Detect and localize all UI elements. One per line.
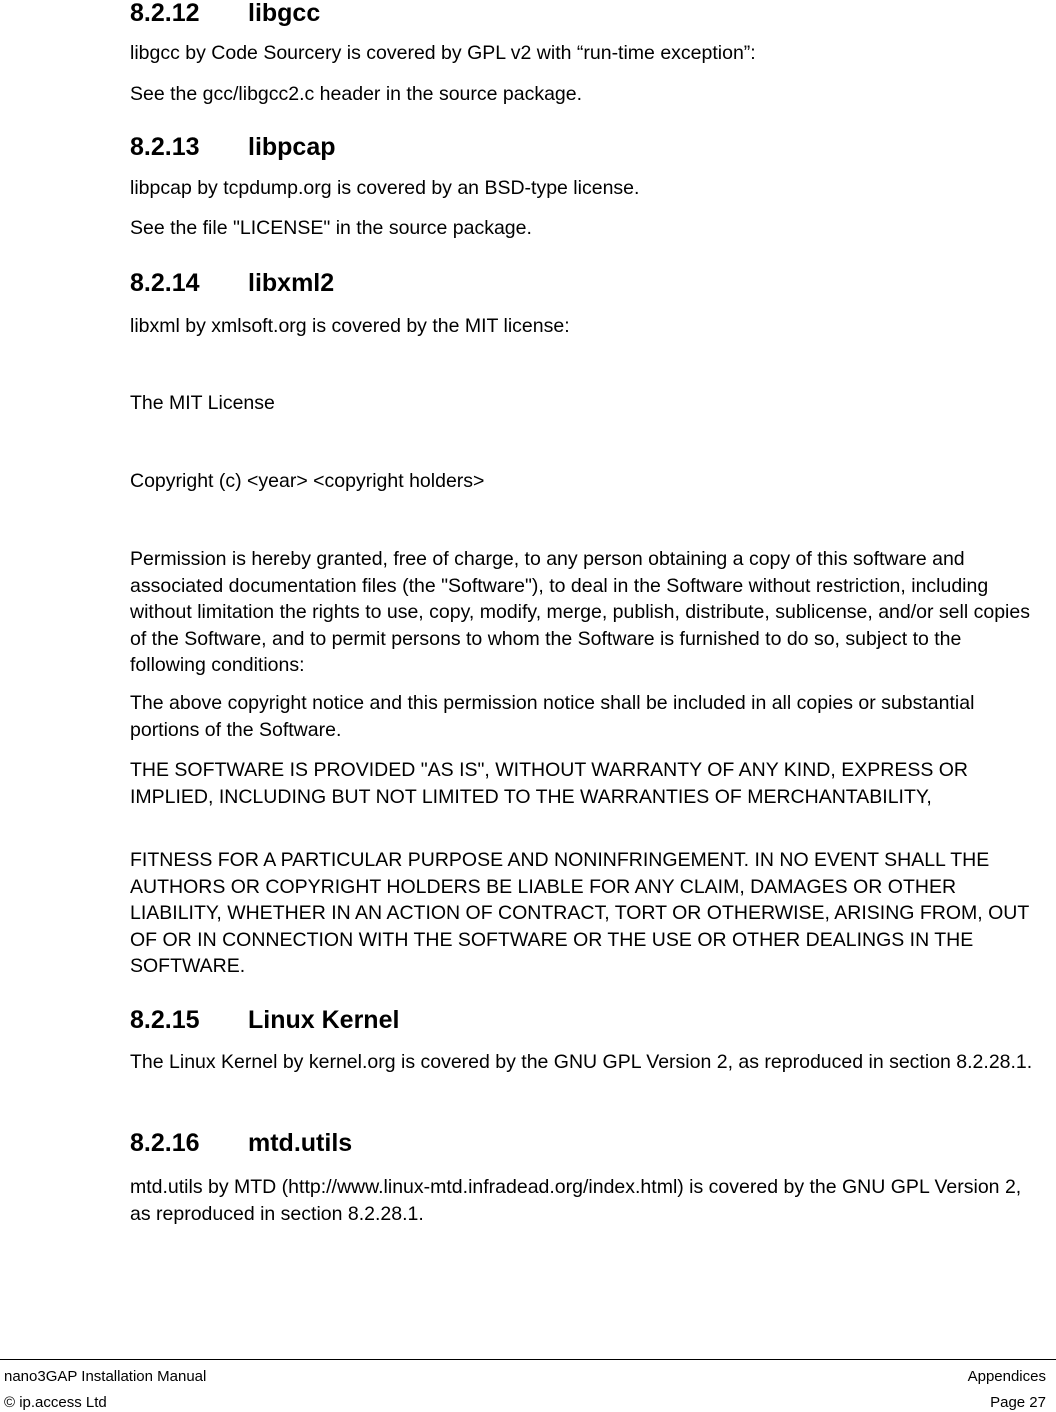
section-heading-libpcap [130, 132, 336, 162]
section-title: libpcap [248, 133, 336, 161]
paragraph: See the file "LICENSE" in the source package. [130, 217, 532, 239]
section-heading-mtd-utils [130, 1128, 352, 1158]
section-heading-libxml2 [130, 268, 334, 298]
paragraph: libxml by xmlsoft.org is covered by the MIT license: [130, 315, 570, 337]
section-number: 8.2.14 [130, 269, 200, 297]
section-heading-linux-kernel [130, 1005, 399, 1035]
paragraph: Copyright (c) <year> <copyright holders> [130, 470, 485, 492]
section-title: Linux Kernel [248, 1006, 400, 1034]
footer-chapter: Appendices [967, 1368, 1046, 1385]
section-number: 8.2.16 [130, 1129, 200, 1157]
footer-document-title: nano3GAP Installation Manual [4, 1368, 207, 1385]
paragraph: libpcap by tcpdump.org is covered by an BSD-type license. [130, 177, 640, 199]
section-heading-libgcc [130, 0, 320, 28]
section-number: 8.2.12 [130, 0, 200, 27]
paragraph: The MIT License [130, 392, 275, 414]
paragraph: The Linux Kernel by kernel.org is covered by the GNU GPL Version 2, as reproduced in section 8.2.28.1. [130, 1051, 1033, 1073]
paragraph: libgcc by Code Sourcery is covered by GPL v2 with “run-time exception”: [130, 42, 756, 64]
footer-copyright: © ip.access Ltd [4, 1394, 107, 1411]
section-number: 8.2.13 [130, 133, 200, 161]
paragraph: The above copyright notice and this permission notice shall be included in all copies or substantial portions of the Software. [130, 692, 975, 741]
paragraph: See the gcc/libgcc2.c header in the source package. [130, 83, 583, 105]
footer-divider [0, 1359, 1056, 1360]
paragraph: THE SOFTWARE IS PROVIDED "AS IS", WITHOUT WARRANTY OF ANY KIND, EXPRESS OR IMPLIED, INCLUDING BUT NOT LIMITED TO THE WARRANTIES OF MERCHANTABILITY, [130, 759, 969, 808]
section-title: libxml2 [248, 269, 335, 297]
section-number: 8.2.15 [130, 1006, 200, 1034]
paragraph: Permission is hereby granted, free of charge, to any person obtaining a copy of this software and associated documentation files (the "Software"), to deal in the Software without restriction, including without limitation the rights to use, copy, modify, merge, publish, distribute, sublicense, and/or sell copies of the Software, and to permit persons to whom the Software is furnished to do so, subject to the following conditions: [130, 548, 1030, 676]
paragraph: mtd.utils by MTD (http://www.linux-mtd.infradead.org/index.html) is covered by the GNU GPL Version 2, as reproduced in section 8.2.28.1. [130, 1176, 1022, 1225]
paragraph: FITNESS FOR A PARTICULAR PURPOSE AND NONINFRINGEMENT. IN NO EVENT SHALL THE AUTHORS OR COPYRIGHT HOLDERS BE LIABLE FOR ANY CLAIM, DAMAGES OR OTHER LIABILITY, WHETHER IN AN ACTION OF CONTRACT, TORT OR OTHERWISE, ARISING FROM, OUT OF OR IN CONNECTION WITH THE SOFTWARE OR THE USE OR OTHER DEALINGS IN THE SOFTWARE. [130, 849, 1029, 977]
footer-page-number: Page 27 [990, 1394, 1046, 1411]
section-title: mtd.utils [248, 1129, 353, 1157]
section-title: libgcc [248, 0, 321, 27]
